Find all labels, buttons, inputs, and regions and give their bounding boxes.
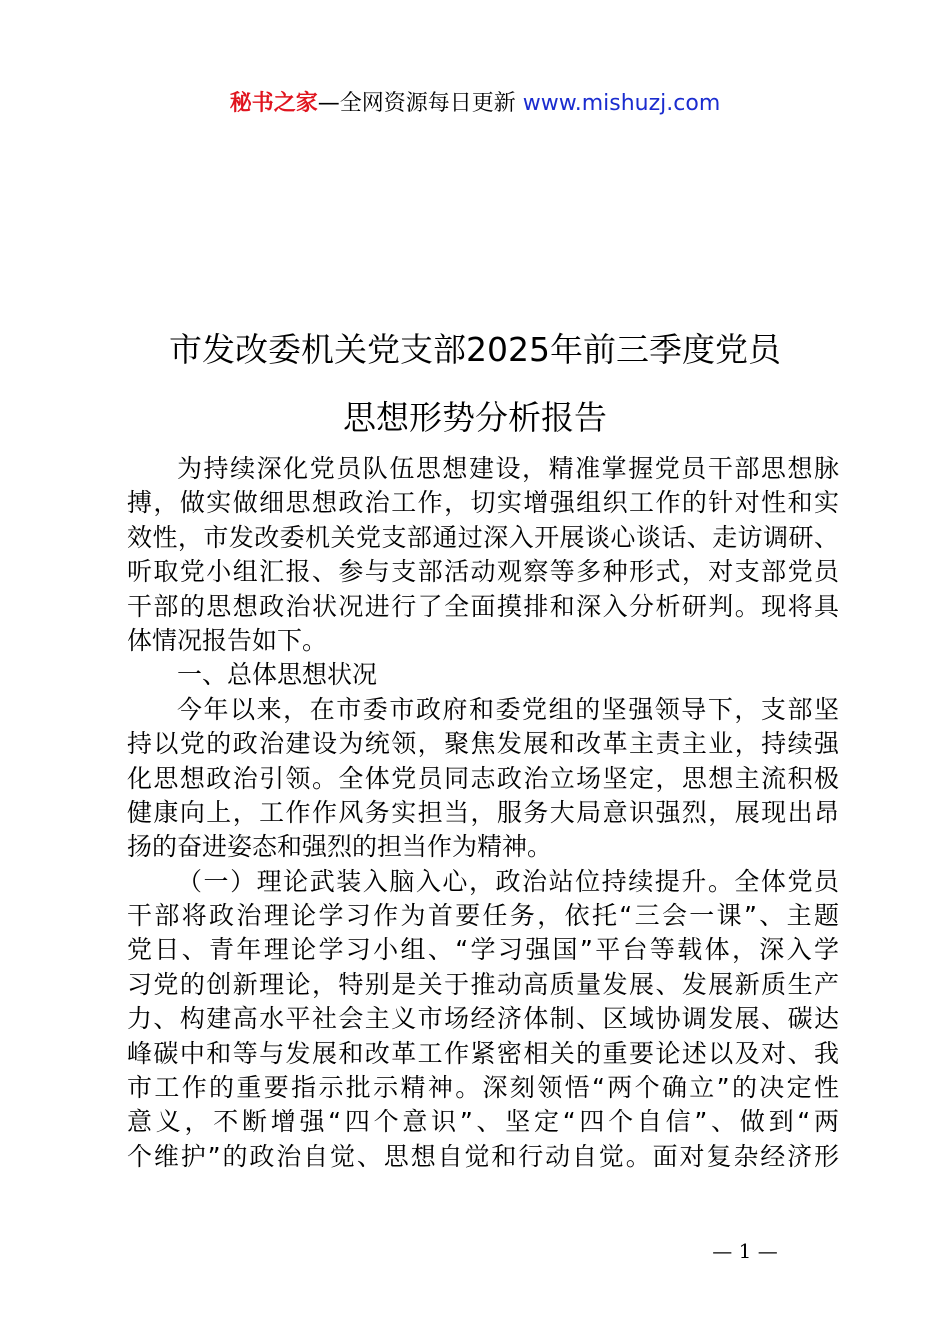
- body-line: 听取党小组汇报、参与支部活动观察等多种形式，对支部党员: [127, 557, 839, 587]
- body-line: 习党的创新理论，特别是关于推动高质量发展、发展新质生产: [127, 969, 839, 999]
- document-title-line-2: 思想形势分析报告: [343, 398, 607, 437]
- body-line: 峰碳中和等与发展和改革工作紧密相关的重要论述以及对、我: [127, 1038, 839, 1068]
- body-line: 干部的思想政治状况进行了全面摸排和深入分析研判。现将具: [127, 591, 839, 621]
- body-line: 为持续深化党员队伍思想建设，精准掌握党员干部思想脉: [177, 454, 839, 483]
- body-line: 体情况报告如下。: [127, 625, 328, 655]
- banner-slogan: —全网资源每日更新: [317, 91, 523, 116]
- brand-name: 秘书之家: [229, 91, 318, 116]
- body-line: 力、构建高水平社会主义市场经济体制、区域协调发展、碳达: [127, 1004, 839, 1034]
- body-line: 市工作的重要指示批示精神。深刻领悟“两个确立”的决定性: [127, 1073, 839, 1103]
- body-line: 干部将政治理论学习作为首要任务，依托“三会一课”、主题: [127, 901, 839, 931]
- body-line: 效性，市发改委机关党支部通过深入开展谈心谈话、走访调研、: [127, 522, 839, 552]
- document-body: [127, 452, 839, 1174]
- section-heading: 一、总体思想状况: [177, 660, 378, 690]
- body-line: 意义，不断增强“四个意识”、坚定“四个自信”、做到“两: [127, 1107, 839, 1137]
- body-line: 健康向上，工作作风务实担当，服务大局意识强烈，展现出昂: [127, 797, 839, 827]
- body-line: 党日、青年理论学习小组、“学习强国”平台等载体，深入学: [127, 935, 839, 965]
- website-link[interactable]: www.mishuzj.com: [522, 91, 721, 116]
- body-line: 持以党的政治建设为统领，聚焦发展和改革主责主业，持续强: [127, 729, 839, 759]
- body-line: 今年以来，在市委市政府和委党组的坚强领导下，支部坚: [177, 694, 839, 724]
- subsection-line: （一）理论武装入脑入心，政治站位持续提升。全体党员: [177, 866, 839, 896]
- document-title-line-1: 市发改委机关党支部2025年前三季度党员: [169, 330, 781, 369]
- body-line: 个维护”的政治自觉、思想自觉和行动自觉。面对复杂经济形: [127, 1141, 839, 1171]
- page-number: — 1 —: [712, 1239, 778, 1263]
- site-banner: [0, 88, 950, 120]
- body-line: 扬的奋进姿态和强烈的担当作为精神。: [127, 832, 553, 862]
- body-line: 化思想政治引领。全体党员同志政治立场坚定，思想主流积极: [127, 763, 839, 793]
- body-line: 搏，做实做细思想政治工作，切实增强组织工作的针对性和实: [127, 488, 839, 518]
